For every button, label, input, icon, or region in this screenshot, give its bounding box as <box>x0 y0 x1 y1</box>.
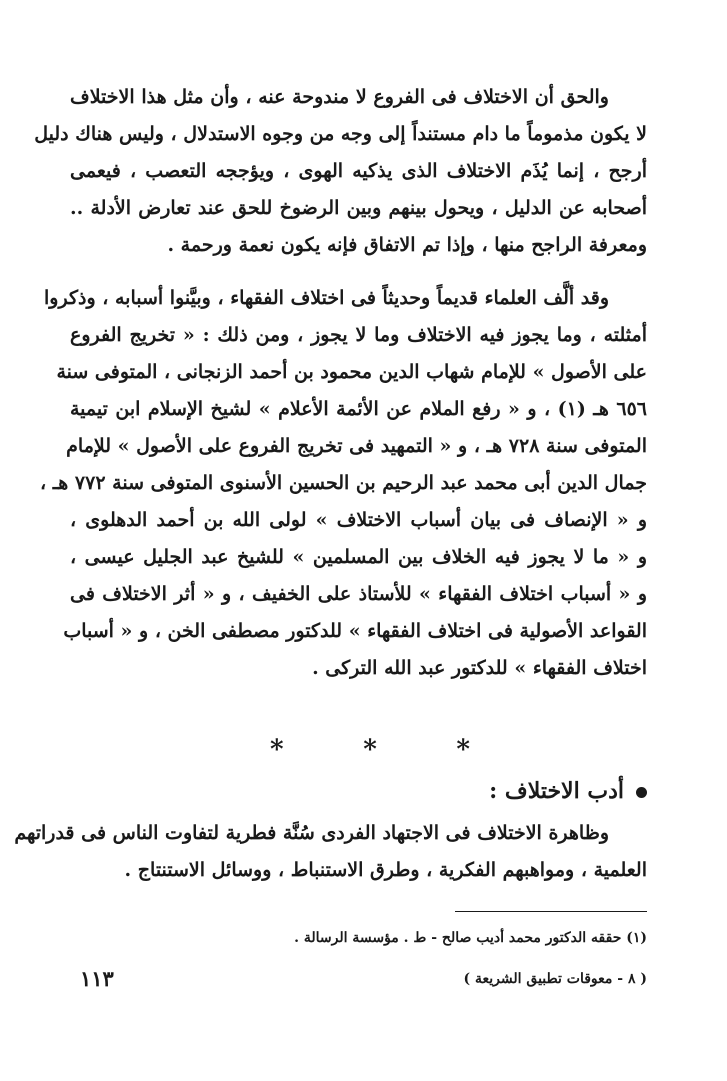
paragraph-2-line-7: و « الإنصاف فى بيان أسباب الاختلاف » لولى الله بن أحمد الدهلوى ، <box>70 509 647 531</box>
paragraph-2-line-2: أمثلته ، وما يجوز فيه الاختلاف وما لا يجوز ، ومن ذلك : « تخريج الفروع <box>70 324 647 346</box>
paragraph-2-line-5: المتوفى سنة ٧٢٨ هـ ، و « التمهيد فى تخريج الفروع على الأصول » للإمام <box>66 435 647 457</box>
paragraph-2-line-3: على الأصول » للإمام شهاب الدين محمود بن أحمد الزنجانى ، المتوفى سنة <box>56 361 647 383</box>
paragraph-2-line-8: و « ما لا يجوز فيه الخلاف بين المسلمين » للشيخ عبد الجليل عيسى ، <box>70 546 647 568</box>
footnote: (١) حققه الدكتور محمد أديب صالح - ط . مؤسسة الرسالة . <box>294 930 647 946</box>
section-separator <box>270 735 470 765</box>
paragraph-2-line-6: جمال الدين أبى محمد عبد الرحيم بن الحسين الأسنوى المتوفى سنة ٧٧٢ هـ ، <box>39 472 647 494</box>
page-number: ١١٣ <box>80 966 114 991</box>
paragraph-2-line-9: و « أسباب اختلاف الفقهاء » للأستاذ على الخفيف ، و « أثر الاختلاف فى <box>70 583 647 605</box>
paragraph-1-line-5: ومعرفة الراجح منها ، وإذا تم الاتفاق فإنه يكون نعمة ورحمة . <box>167 234 647 256</box>
paragraph-2-line-1: وقد ألَّف العلماء قديماً وحديثاً فى اختلاف الفقهاء ، وبيَّنوا أسبابه ، وذكروا <box>44 287 609 309</box>
section-heading-text: أدب الاختلاف : <box>489 778 624 804</box>
paragraph-3-line-2: العلمية ، ومواهبهم الفكرية ، وطرق الاستنباط ، ووسائل الاستنتاج . <box>124 859 647 881</box>
paragraph-1-line-3: أرجح ، إنما يُذَم الاختلاف الذى يذكيه الهوى ، ويؤججه التعصب ، فيعمى <box>70 160 647 182</box>
bullet-icon <box>636 787 647 798</box>
paragraph-1-line-4: أصحابه عن الدليل ، ويحول بينهم وبين الرضوخ للحق عند تعارض الأدلة .. <box>70 197 647 219</box>
footnote-divider <box>455 911 647 912</box>
paragraph-2-line-4: ٦٥٦ هـ (١) ، و « رفع الملام عن الأئمة الأعلام » لشيخ الإسلام ابن تيمية <box>70 398 647 420</box>
paragraph-1-line-1: والحق أن الاختلاف فى الفروع لا مندوحة عنه ، وأن مثل هذا الاختلاف <box>70 86 609 108</box>
separator-star: * <box>270 735 284 765</box>
separator-star: * <box>456 735 470 765</box>
separator-star: * <box>363 735 377 765</box>
paragraph-2-line-11: اختلاف الفقهاء » للدكتور عبد الله التركى . <box>312 657 647 679</box>
paragraph-2-line-10: القواعد الأصولية فى اختلاف الفقهاء » للدكتور مصطفى الخن ، و « أسباب <box>63 620 647 642</box>
paragraph-1-line-2: لا يكون مذموماً ما دام مستنداً إلى وجه من وجوه الاستدلال ، وليس هناك دليل <box>34 123 647 145</box>
paragraph-3-line-1: وظاهرة الاختلاف فى الاجتهاد الفردى سُنَّة فطرية لتفاوت الناس فى قدراتهم <box>14 822 609 844</box>
section-heading <box>489 776 647 806</box>
running-footer: ( ٨ - معوقات تطبيق الشريعة ) <box>463 971 647 987</box>
